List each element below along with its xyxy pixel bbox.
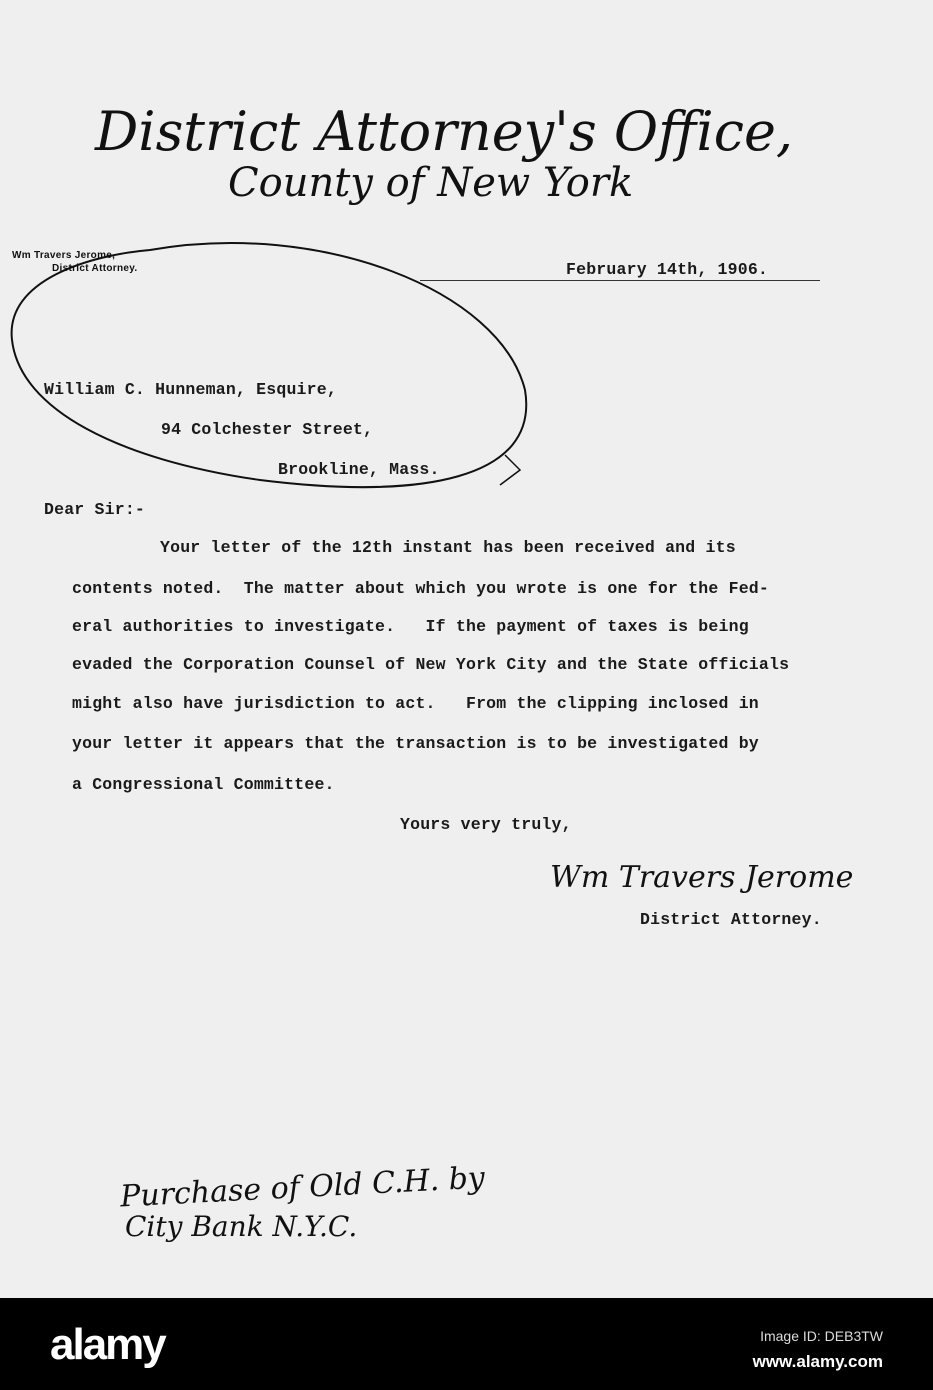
letterhead-subtitle: County of New York <box>228 160 634 206</box>
handwritten-note: City Bank N.Y.C. <box>125 1210 358 1243</box>
signature: Wm Travers Jerome <box>550 860 854 895</box>
hand-drawn-oval <box>0 230 540 500</box>
alamy-logo: alamy <box>50 1320 165 1369</box>
letterhead-title: District Attorney's Office, <box>95 100 794 163</box>
body-line: contents noted. The matter about which you wrote is one for the Fed- <box>72 579 770 598</box>
letter-date: February 14th, 1906. <box>566 260 769 279</box>
signer-title: District Attorney. <box>640 910 822 929</box>
watermark-url: www.alamy.com <box>752 1352 883 1371</box>
watermark-bar <box>0 1298 933 1390</box>
body-line: your letter it appears that the transaction is to be investigated by <box>72 734 759 753</box>
image-id: Image ID: DEB3TW <box>760 1328 883 1344</box>
body-line: a Congressional Committee. <box>72 775 335 794</box>
closing: Yours very truly, <box>400 815 572 834</box>
body-line: might also have jurisdiction to act. From the clipping inclosed in <box>72 694 759 713</box>
letterhead-name: Wm Travers Jerome, <box>12 250 116 261</box>
handwritten-note: Purchase of Old C.H. by <box>119 1160 486 1215</box>
address-line: William C. Hunneman, Esquire, <box>44 380 337 399</box>
body-line: evaded the Corporation Counsel of New York City and the State officials <box>72 655 790 674</box>
address-line: 94 Colchester Street, <box>161 420 374 439</box>
body-line: Your letter of the 12th instant has been received and its <box>160 538 736 557</box>
salutation: Dear Sir:- <box>44 500 146 519</box>
letterhead-role: District Attorney. <box>52 263 138 274</box>
body-line: eral authorities to investigate. If the payment of taxes is being <box>72 617 749 636</box>
address-line: Brookline, Mass. <box>278 460 440 479</box>
